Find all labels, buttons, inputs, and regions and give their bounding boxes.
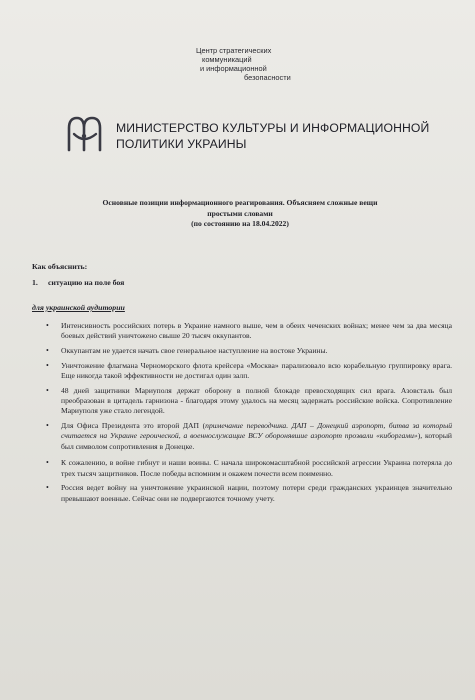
bullet-dot-icon: • <box>46 360 49 370</box>
issuing-center <box>196 46 326 82</box>
bullet-item <box>46 386 452 417</box>
ministry-name-line: МИНИСТЕРСТВО КУЛЬТУРЫ И ИНФОРМАЦИОННОЙ <box>116 121 430 135</box>
bullet-item <box>46 346 452 356</box>
issuing-center-line: безопасности <box>244 73 291 82</box>
bullet-text: Россия ведет войну на уничтожение украинской нации, поэтому потери среди гражданских украинцев значительно превышают военные. Сейчас они не подвергаются точному учету. <box>61 483 452 503</box>
issuing-center-line: коммуникаций <box>202 55 252 64</box>
document-title <box>40 198 440 230</box>
translator-note: примечание переводчика. ДАП – Донецкий аэропорт, битва за который считается на Украине героической, а военнослужащие ВСУ оборонявшие аэропорт прозвали «киборгами» <box>61 421 453 441</box>
bullet-text: 48 дней защитники Мариуполя держат оборону в полной блокаде превосходящих сил врага. Азовсталь был преобразован в цитадель гарнизона - благодаря этому удалось на месяц задержать российские войска. Сопротивление Мариуполя уже стало легендой. <box>61 385 452 416</box>
bullet-dot-icon: • <box>46 483 49 493</box>
bullet-item <box>46 458 452 479</box>
issuing-center-line: Центр стратегических <box>196 46 272 55</box>
bullet-text: Уничтожение флагмана Черноморского флота крейсера «Москва» парализовало всю корабельную группировку врага. Еще никогда такой эффективности не достигал один залп. <box>61 360 452 380</box>
document-date-line: (по состоянию на 18.04.2022) <box>191 219 289 228</box>
document-title-line: Основные позиции информационного реагирования. Объясняем сложные вещи <box>102 198 378 207</box>
bullet-item <box>46 483 452 504</box>
bullet-text: Оккупантам не удается начать свое генеральное наступление на востоке Украины. <box>61 346 328 355</box>
bullet-text: Для Офиса Президента это второй ДАП ( <box>61 421 206 430</box>
bullet-dot-icon: • <box>46 385 49 395</box>
section-heading <box>32 278 124 287</box>
ministry-name-line: ПОЛИТИКИ УКРАИНЫ <box>116 137 247 151</box>
audience-heading: для украинской аудитории <box>32 303 125 312</box>
bullet-text: Интенсивность российских потерь в Украине намного выше, чем в обеих чеченских войнах; менее чем за два месяца боевых действий уничтожено свыше 20 тысяч оккупантов. <box>61 321 452 341</box>
ministry-header <box>66 112 430 156</box>
ministry-logo-icon <box>66 114 110 152</box>
bullet-item <box>46 321 452 342</box>
bullet-dot-icon: • <box>46 346 49 355</box>
bullet-text: К сожалению, в войне гибнут и наши воины. С начала широкомасштабной российской агрессии Украина потеряла до трех тысяч защитников. После победы вспомним и окажем почести всем поименно. <box>61 458 452 478</box>
section-title: ситуацию на поле боя <box>47 278 125 287</box>
document-title-line: простыми словами <box>207 208 273 218</box>
bullet-item <box>46 421 452 452</box>
bullet-text: ), который был символом сопротивления в Донецке. <box>61 431 452 451</box>
bullet-dot-icon: • <box>46 321 49 330</box>
ministry-name <box>116 120 429 152</box>
bullet-dot-icon: • <box>46 421 49 430</box>
section-number: 1. <box>32 278 38 287</box>
bullet-list <box>46 321 452 508</box>
bullet-item <box>46 361 452 382</box>
issuing-center-line: и информационной <box>200 64 267 73</box>
bullet-dot-icon: • <box>46 458 49 468</box>
how-to-explain-heading: Как объяснить: <box>32 262 88 271</box>
